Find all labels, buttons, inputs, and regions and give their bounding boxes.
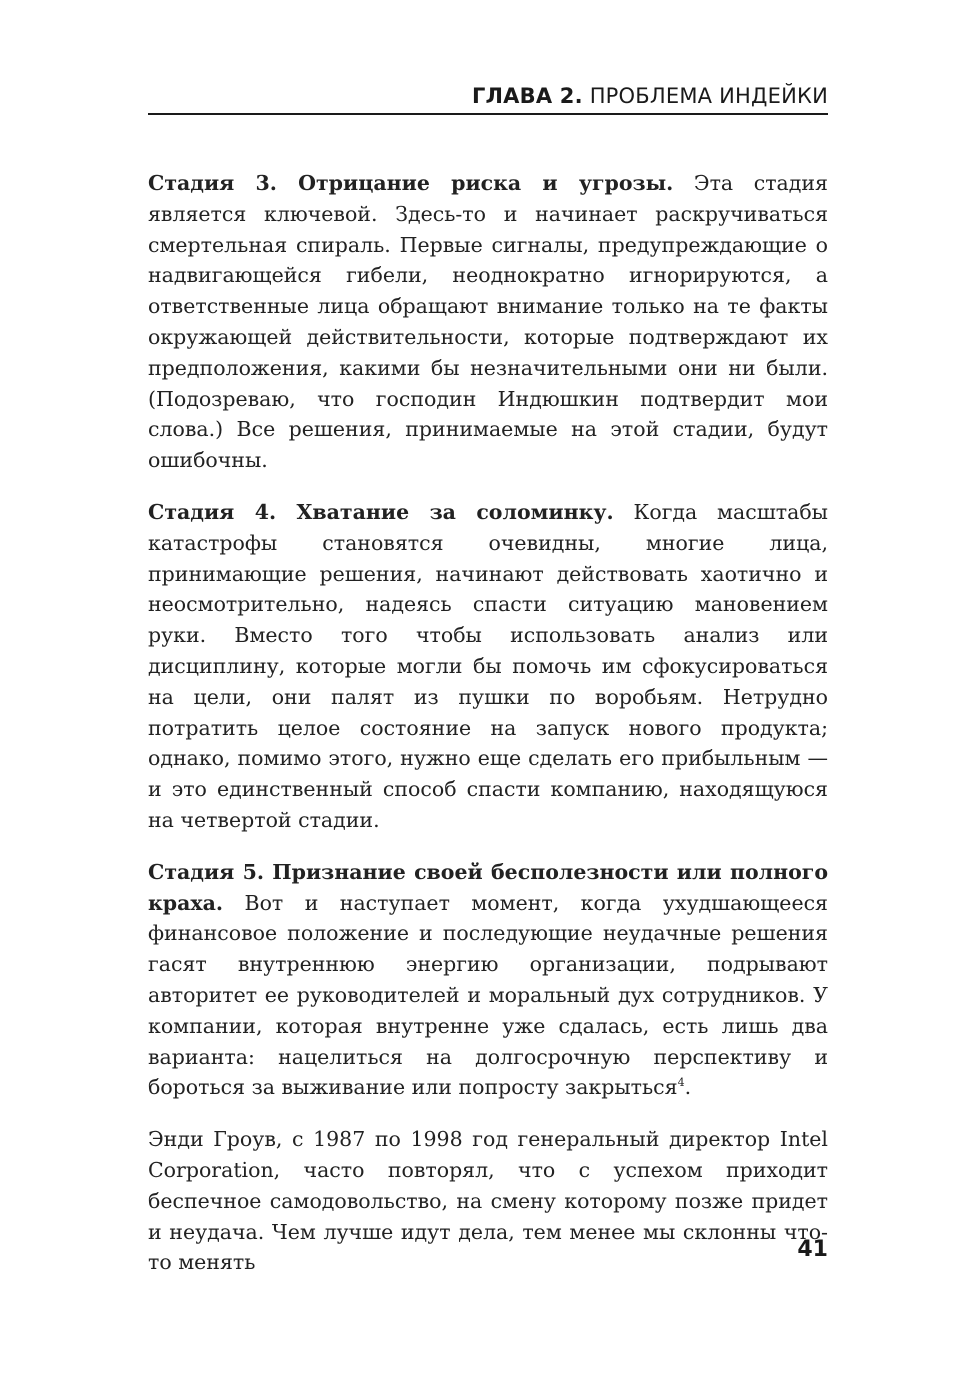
paragraph-lead: Стадия 3. Отрицание риска и угрозы.: [148, 171, 674, 195]
paragraph-lead: Стадия 4. Хватание за соломинку.: [148, 499, 614, 524]
paragraph-lead: Стадия 5. Признание своей бесполезности или полного краха.: [148, 859, 828, 915]
paragraph-body: Энди Гроув, с 1987 по 1998 год генеральный директор Intel Corporation, часто повторял, что с успехом приходит беспечное самодовольство, на смену которому позже придет и неудача. Чем лучше идут дела, тем менее мы склонны что-то менять: [148, 1127, 828, 1275]
paragraph-body: Когда масштабы катастрофы становятся очевидны, многие лица, принимающие решения, начинают действовать хаотично и неосмотрительно, надеясь спасти ситуацию мановением руки. Вместо того чтобы использовать анализ или дисциплину, которые могли бы помочь им сфокусироваться на цели, они палят из пушки по воробьям. Нетрудно потратить целое состояние на запуск нового продукта; однако, помимо этого, нужно еще сделать его прибыльным — и это единственный способ спасти компанию, находящуюся на четвертой стадии.: [148, 499, 828, 832]
paragraph-stage-4: [148, 497, 828, 836]
body-text: [148, 168, 828, 1278]
chapter-title: ПРОБЛЕМА ИНДЕЙКИ: [589, 84, 828, 108]
page-number: 41: [797, 1237, 828, 1262]
paragraph-body: Эта стадия является ключевой. Здесь-то и начинает раскручиваться смертельная спираль. Первые сигналы, предупреждающие о надвигающейся гибели, неоднократно игнорируются, а ответственные лица обращают внимание только на те факты окружающей действительности, которые подтверждают их предположения, какими бы незначительными они ни были. (Подозреваю, что господин Индюшкин подтвердит мои слова.) Все решения, принимаемые на этой стадии, будут ошибочны.: [148, 171, 828, 473]
paragraph-stage-3: [148, 168, 828, 476]
chapter-label: ГЛАВА 2.: [471, 84, 583, 108]
paragraph-end: .: [684, 1075, 692, 1100]
paragraph-grove: [148, 1124, 828, 1278]
footnote-marker: 4: [677, 1076, 685, 1090]
running-head: [148, 84, 828, 116]
paragraph-stage-5: [148, 857, 828, 1103]
header-rule: [148, 113, 828, 115]
paragraph-body: Вот и наступает момент, когда ухудшающееся финансовое положение и последующие неудачные решения гасят внутреннюю энергию организации, подрывают авторитет ее руководителей и моральный дух сотрудников. У компании, которая внутренне уже сдалась, есть лишь два варианта: нацелиться на долгосрочную перспективу и бороться за выживание или попросту закрыться: [148, 890, 828, 1100]
